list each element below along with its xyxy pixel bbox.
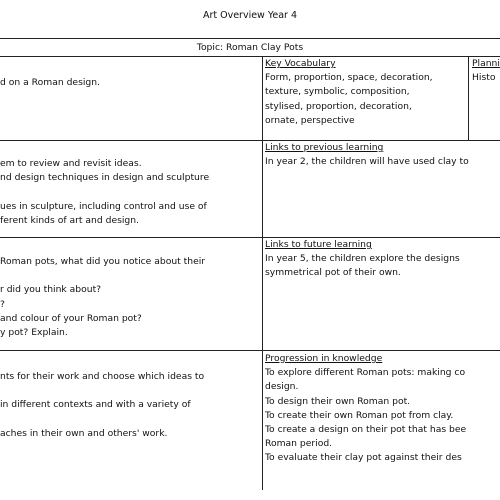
topic-header: Topic: Roman Clay Pots bbox=[196, 42, 304, 53]
questions-text: Roman pots, what did you notice about their r did you think about? ? and colour of your Roman pot? y pot? Explain. bbox=[0, 256, 206, 339]
future-learning-heading: Links to future learning bbox=[265, 239, 372, 250]
document-title: Art Overview Year 4 bbox=[202, 10, 298, 21]
evaluation-text: nts for their work and choose which ideas to in different contexts and with a variety of aches in their own and others' work. bbox=[0, 371, 205, 439]
planning-cell: Planni Histo bbox=[472, 58, 500, 84]
planning-heading: Planni bbox=[472, 58, 500, 69]
table-divider bbox=[0, 350, 500, 351]
previous-learning-cell: Links to previous learning In year 2, the children will have used clay to bbox=[265, 142, 469, 168]
progression-cell: Progression in knowledge To explore different Roman pots: making co design. To design their own Roman pot. To create their own Roman pot from clay. To create a design on their pot that has bee Roman period. To evaluate their clay pot against their des bbox=[265, 353, 467, 464]
progression-heading: Progression in knowledge bbox=[265, 353, 383, 364]
table-border-top bbox=[0, 38, 500, 39]
objective-text: d on a Roman design. bbox=[0, 77, 100, 88]
key-vocabulary-cell: Key Vocabulary Form, proportion, space, decoration, texture, symbolic, composition, stylised, proportion, decoration, ornate, perspective bbox=[265, 58, 433, 126]
previous-learning-heading: Links to previous learning bbox=[265, 142, 384, 153]
column-divider bbox=[262, 56, 263, 490]
key-vocabulary-heading: Key Vocabulary bbox=[265, 58, 336, 69]
skills-text: em to review and revisit ideas. nd design techniques in design and sculpture ues in sculpture, including control and use of ferent kinds of art and design. bbox=[0, 158, 210, 226]
column-divider bbox=[468, 56, 469, 140]
future-learning-cell: Links to future learning In year 5, the children explore the designs symmetrical pot of their own. bbox=[265, 239, 460, 279]
